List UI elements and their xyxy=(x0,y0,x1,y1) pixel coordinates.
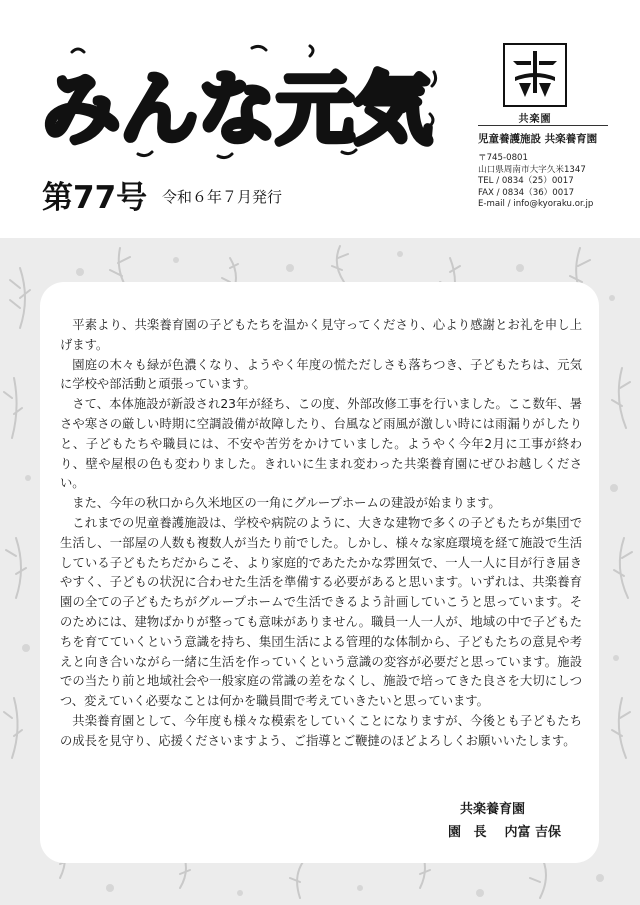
organization-title: 児童養護施設 共楽養育園 xyxy=(478,133,598,145)
letter-paragraph: 共楽養育園として、今年度も様々な模索をしていくことになりますが、今後とも子どもたちの成長を見守り、応援くださいますよう、ご指導とご鞭撻のほどよろしくお願いいたします。 xyxy=(60,713,582,748)
letter-card xyxy=(40,282,599,863)
squiggle-mark xyxy=(432,72,436,86)
contact-info xyxy=(478,153,593,211)
letter-paragraph: これまでの児童養護施設は、学校や病院のように、大きな建物で多くの子どもたちが集団で生活し、一部屋の人数も複数人が当たり前でした。しかし、様々な家庭環境を経て施設で生活している子どもたちだからこそ、より家庭的であたたかな雰囲気で、一人一人に目が行き届きやすく、子どもの状況に合わせた生活を準備する必要があると思います。いずれは、共楽養育園の全ての子どもたちがグループホームで生活できるよう計画していこうと思っています。そのためには、建物ばかりが整っても意味がありません。職員一人一人が、地域の中で子どもたちを育てていくという意識を持ち、集団生活による管理的な体制から、子どもたちの意見や考えと向き合いながら一緒に生活を作っていくという意識の変容が必要だと思っています。施設での当たり前と地域社会や一般家庭の常識の差をなくし、施設で培ってきた良さを大切にしつつ、変えていく必要なことは何かを職員間で考えていきたいと思っています。 xyxy=(60,515,582,709)
letter-paragraph: 平素より、共楽養育園の子どもたちを温かく見守ってくださり、心より感謝とお礼を申し上げます。 xyxy=(60,318,582,352)
squiggle-mark xyxy=(72,49,84,52)
email: E-mail / info@kyoraku.or.jp xyxy=(478,199,594,210)
signature-name: 内富 吉保 xyxy=(504,825,561,840)
newsletter-title: みんな元気 xyxy=(42,65,432,155)
letter-paragraph: 園庭の木々も緑が色濃くなり、ようやく年度の慌ただしさも落ちつき、子どもたちは、元気に学校や部活動と頑張っています。 xyxy=(60,357,582,392)
signature-line xyxy=(448,821,561,844)
postal-code: 〒745-0801 xyxy=(478,153,528,163)
newsletter-header xyxy=(0,0,640,238)
telephone: TEL / 0834（25）0017 xyxy=(478,176,574,187)
masthead-logo xyxy=(42,44,442,164)
squiggle-mark xyxy=(310,46,313,56)
kyorakuen-logo-icon xyxy=(503,43,567,107)
organization-logo-name: 共楽園 xyxy=(518,114,552,125)
fax: FAX / 0834（36）0017 xyxy=(478,187,575,198)
letter-paragraph: また、今年の秋口から久米地区の一角にグループホームの建設が始まります。 xyxy=(72,496,501,511)
issue-date: 令和６年７月発行 xyxy=(162,188,283,206)
masthead-title-graphic xyxy=(42,44,442,164)
squiggle-mark xyxy=(252,46,266,50)
greeting-letter xyxy=(60,316,582,752)
issue-number: 第77号 xyxy=(42,180,148,216)
signature-block xyxy=(448,798,561,844)
letter-paragraph: さて、本体施設が新設され23年が経ち、この度、外部改修工事を行いました。ここ数年、暑さや寒さの厳しい時期に空調設備が故障したり、台風など雨風が激しい時には雨漏りがしたりと、子どもたちや職員には、不安や苦労をかけていました。ようやく今年2月に工事が終わり、壁や屋根の色も変わりました。きれいに生まれ変わった共楽養育園にぜひお越しください。 xyxy=(60,397,582,491)
organization-logo xyxy=(503,43,567,107)
divider xyxy=(478,125,608,126)
signature-organization: 共楽養育園 xyxy=(459,802,525,817)
signature-role: 園 長 xyxy=(447,825,491,840)
address: 山口県周南市大字久米1347 xyxy=(478,164,586,175)
